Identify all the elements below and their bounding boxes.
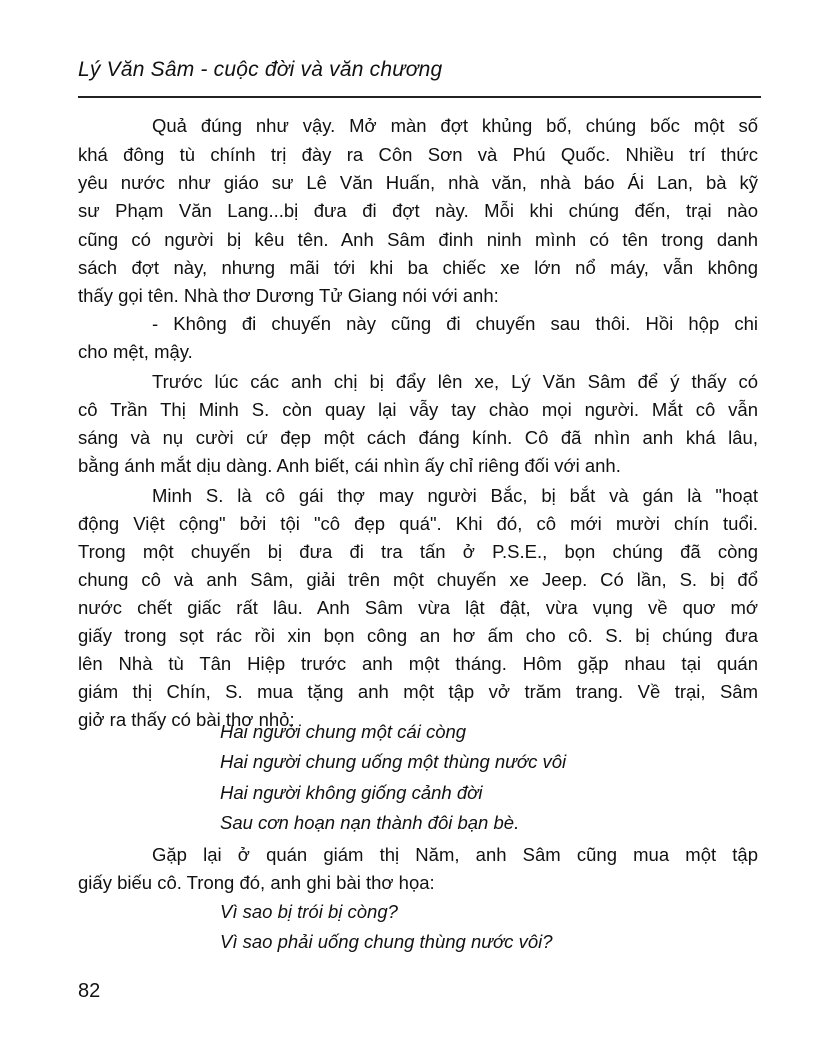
text-line: cho mệt, mậy.	[78, 341, 193, 362]
text-line: giấy trong sọt rác rồi xin bọn công an hơ ấm cho cô. S. bị chúng đưa	[78, 625, 758, 646]
poem-line: Sau cơn hoạn nạn thành đôi bạn bè.	[220, 812, 520, 833]
text-line: cô Trần Thị Minh S. còn quay lại vẫy tay chào mọi người. Mắt cô vẫn	[78, 399, 758, 420]
poem-line: Vì sao phải uống chung thùng nước vôi?	[220, 931, 553, 952]
text-line: lên Nhà tù Tân Hiệp trước anh một tháng. Hôm gặp nhau tại quán	[78, 653, 758, 674]
text-line: sáng và nụ cười cứ đẹp một cách đáng kính. Cô đã nhìn anh khá lâu,	[78, 427, 758, 448]
text-line: yêu nước như giáo sư Lê Văn Huấn, nhà văn, nhà báo Ái Lan, bà kỹ	[78, 172, 758, 193]
text-line: nước chết giấc rất lâu. Anh Sâm vừa lật đật, vừa vụng về quơ mớ	[78, 597, 758, 618]
poem-line: Hai người không giống cảnh đời	[220, 782, 483, 803]
text-line: thấy gọi tên. Nhà thơ Dương Tử Giang nói với anh:	[78, 285, 499, 306]
text-line: khá đông tù chính trị đày ra Côn Sơn và Phú Quốc. Nhiều trí thức	[78, 144, 758, 165]
text-line: động Việt cộng" bởi tội "cô đẹp quá". Khi đó, cô mới mười chín tuổi.	[78, 513, 758, 534]
text-line: bằng ánh mắt dịu dàng. Anh biết, cái nhìn ấy chỉ riêng đối với anh.	[78, 455, 621, 476]
text-line: sư Phạm Văn Lang...bị đưa đi đợt này. Mỗi khi chúng đến, trại nào	[78, 200, 758, 221]
text-line: sách đợt này, nhưng mãi tới khi ba chiếc xe lớn nổ máy, vẫn không	[78, 257, 758, 278]
text-line: giấy biếu cô. Trong đó, anh ghi bài thơ họa:	[78, 872, 435, 893]
text-line: giở ra thấy có bài thơ nhỏ:	[78, 709, 295, 730]
text-line: Quả đúng như vậy. Mở màn đợt khủng bố, chúng bốc một số	[152, 115, 758, 136]
text-line: Trong một chuyến bị đưa đi tra tấn ở P.S.E., bọn chúng đã còng	[78, 541, 758, 562]
text-line: chung cô và anh Sâm, giải trên một chuyến xe Jeep. Có lần, S. bị đổ	[78, 569, 758, 590]
poem-line: Hai người chung uống một thùng nước vôi	[220, 751, 567, 772]
text-line: - Không đi chuyến này cũng đi chuyến sau thôi. Hồi hộp chi	[152, 313, 758, 334]
text-line: Trước lúc các anh chị bị đẩy lên xe, Lý Văn Sâm để ý thấy có	[152, 371, 758, 392]
poem-line: Vì sao bị trói bị còng?	[220, 901, 398, 922]
text-line: giám thị Chín, S. mua tặng anh một tập vở trăm trang. Về trại, Sâm	[78, 681, 758, 702]
poem-line: Hai người chung một cái còng	[220, 721, 467, 742]
text-line: cũng có người bị kêu tên. Anh Sâm đinh ninh mình có tên trong danh	[78, 229, 758, 250]
running-header: Lý Văn Sâm - cuộc đời và văn chương	[78, 58, 443, 81]
text-line: Minh S. là cô gái thợ may người Bắc, bị bắt và gán là "hoạt	[152, 485, 758, 506]
page-number: 82	[78, 980, 101, 1002]
header-rule	[78, 96, 761, 98]
text-line: Gặp lại ở quán giám thị Năm, anh Sâm cũng mua một tập	[152, 844, 758, 865]
